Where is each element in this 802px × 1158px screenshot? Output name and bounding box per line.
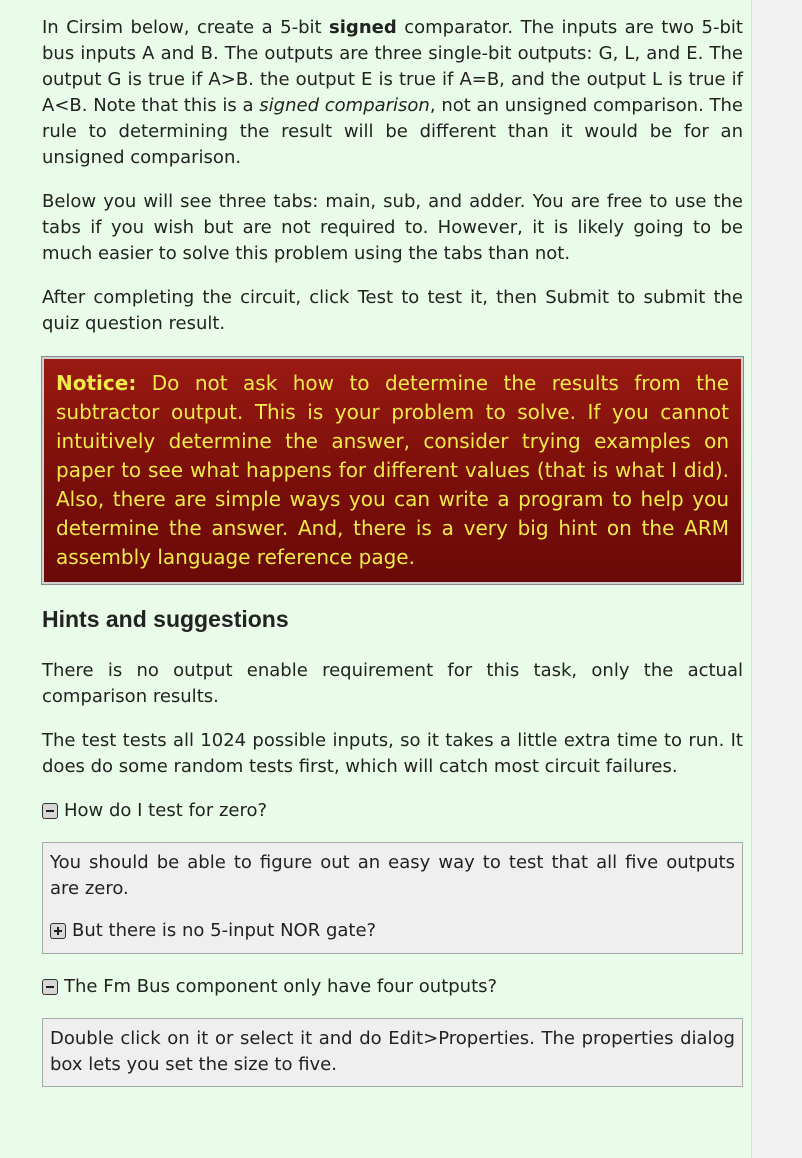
hints-heading: Hints and suggestions <box>42 606 289 632</box>
intro-paragraph-3: After completing the circuit, click Test to test it, then Submit to submit the quiz question result. <box>42 287 743 334</box>
collapse-icon[interactable] <box>42 803 58 819</box>
toggle-label: But there is no 5-input NOR gate? <box>72 920 377 941</box>
hints-paragraph-2: The test tests all 1024 possible inputs, so it takes a little extra time to run. It does do some random tests first, which will catch most circuit failures. <box>42 730 743 777</box>
answer-text: You should be able to figure out an easy way to test that all five outputs are zero. <box>50 852 735 899</box>
intro-paragraph-2: Below you will see three tabs: main, sub, and adder. You are free to use the tabs if you wish but are not required to. However, it is likely going to be much easier to solve this problem using the tabs than not. <box>42 191 743 264</box>
toggle-label: How do I test for zero? <box>64 800 268 821</box>
notice-text: Do not ask how to determine the results from the subtractor output. This is your problem to solve. If you cannot intuitively determine the answer, consider trying examples on paper to see what happens for different values (that is what I did). Also, there are simple ways you can write a program to help you determine the answer. And, there is a very big hint on the ARM assembly language reference page. <box>56 371 729 569</box>
toggle-test-for-zero[interactable] <box>42 798 743 824</box>
hints-paragraph-1: There is no output enable requirement for this task, only the actual comparison results. <box>42 660 743 707</box>
intro-text-a: In Cirsim below, create a 5-bit <box>42 17 330 38</box>
notice-label: Notice: <box>56 371 137 395</box>
toggle-no-5-input-nor[interactable] <box>50 918 735 944</box>
answer-test-for-zero <box>42 842 743 954</box>
intro-bold-signed: signed <box>329 17 397 38</box>
answer-text: Double click on it or select it and do Edit>Properties. The properties dialog box lets you set the size to five. <box>50 1028 735 1075</box>
toggle-fm-bus-outputs[interactable] <box>42 974 743 1000</box>
intro-text-c: , not an unsigned comparison. The rule to determining the result will be different than it would be for an unsigned comparison. <box>42 95 743 168</box>
intro-text-b: comparator. The inputs are two 5-bit bus inputs A and B. The outputs are three single-bit outputs: G, L, and E. The output G is true if A>B. the output E is true if A=B, and the output L is true if A<B. Note that this is a <box>42 17 743 116</box>
answer-fm-bus-outputs <box>42 1018 743 1087</box>
intro-em-signed-comparison: signed comparison <box>259 95 430 116</box>
collapse-icon[interactable] <box>42 979 58 995</box>
intro-paragraph-1 <box>42 15 743 171</box>
notice-box <box>42 357 743 584</box>
expand-icon[interactable] <box>50 923 66 939</box>
toggle-label: The Fm Bus component only have four outputs? <box>64 976 498 997</box>
